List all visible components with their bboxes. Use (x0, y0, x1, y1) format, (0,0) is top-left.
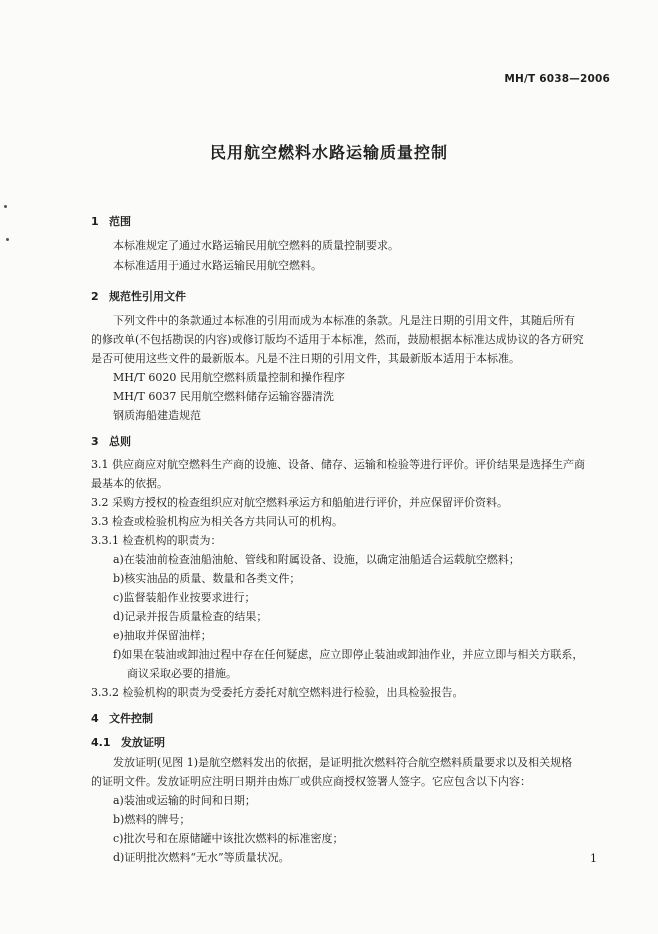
reference-item: 钢质海船建造规范 (113, 409, 201, 422)
paragraph-line: 下列文件中的条款通过本标准的引用而成为本标准的条款。凡是注日期的引用文件，其随后所有 (113, 314, 575, 327)
section-4-heading (91, 710, 153, 726)
list-item: b)核实油品的质量、数量和各类文件； (113, 572, 301, 585)
paragraph-line: 的修改单(不包括勘误的内容)或修订版均不适用于本标准，然而，鼓励根据本标准达成协议的各方研究 (91, 333, 584, 346)
subsection-title: 发放证明 (121, 736, 165, 749)
list-item: c)监督装船作业按要求进行； (113, 591, 256, 604)
standard-code: MH/T 6038—2006 (504, 73, 610, 85)
paragraph-line: 发放证明(见图 1)是航空燃料发出的依据，是证明批次燃料符合航空燃料质量要求以及相关规格 (113, 756, 573, 769)
section-2-heading (91, 288, 186, 304)
clause-3-3: 3.3 检查或检验机构应为相关各方共同认可的机构。 (91, 515, 343, 528)
clause-3-1: 3.1 供应商应对航空燃料生产商的设施、设备、储存、运输和检验等进行评价。评价结果是选择生产商 (91, 458, 585, 471)
section-number: 3 (91, 435, 99, 448)
list-item: a)在装油前检查油船油舱、管线和附属设备、设施，以确定油船适合运载航空燃料； (113, 553, 520, 566)
section-1-heading (91, 213, 131, 229)
section-number: 4 (91, 712, 99, 725)
scan-mark (4, 205, 7, 208)
list-item: d)证明批次燃料“无水”等质量状况。 (113, 851, 290, 864)
paragraph-line: 本标准规定了通过水路运输民用航空燃料的质量控制要求。 (113, 239, 399, 252)
document-title: 民用航空燃料水路运输质量控制 (209, 143, 448, 162)
list-item: d)记录并报告质量检查的结果； (113, 610, 268, 623)
section-3-heading (91, 433, 131, 449)
clause-3-2: 3.2 采购方授权的检查组织应对航空燃料承运方和船舶进行评价，并应保留评价资料。 (91, 496, 508, 509)
paragraph-line: 本标准适用于通过水路运输民用航空燃料。 (113, 259, 322, 272)
section-number: 2 (91, 290, 99, 303)
list-item: c)批次号和在原储罐中该批次燃料的标准密度； (113, 832, 344, 845)
page-number: 1 (590, 852, 597, 865)
paragraph-line: 最基本的依据。 (91, 477, 168, 490)
reference-item: MH/T 6020 民用航空燃料质量控制和操作程序 (113, 371, 345, 384)
clause-3-3-2: 3.3.2 检验机构的职责为受委托方委托对航空燃料进行检验，出具检验报告。 (91, 686, 464, 699)
reference-item: MH/T 6037 民用航空燃料储存运输容器清洗 (113, 390, 334, 403)
scan-mark (6, 238, 9, 241)
clause-3-3-1: 3.3.1 检查机构的职责为： (91, 534, 222, 547)
paragraph-line: 的证明文件。发放证明应注明日期并由炼厂或供应商授权签署人签字。它应包含以下内容： (91, 775, 531, 788)
list-item: e)抽取并保留油样； (113, 629, 212, 642)
section-title: 文件控制 (109, 712, 153, 725)
paragraph-line: 是否可使用这些文件的最新版本。凡是不注日期的引用文件，其最新版本适用于本标准。 (91, 352, 520, 365)
subsection-4-1-heading (91, 734, 165, 750)
list-item: f)如果在装油或卸油过程中存在任何疑虑，应立即停止装油或卸油作业，并应立即与相关方联系， (113, 648, 584, 661)
list-item: a)装油或运输的时间和日期； (113, 794, 256, 807)
section-number: 1 (91, 215, 99, 228)
list-item-continuation: 商议采取必要的措施。 (127, 667, 237, 680)
section-title: 规范性引用文件 (109, 290, 186, 303)
subsection-number: 4.1 (91, 736, 111, 749)
section-title: 总则 (109, 435, 131, 448)
section-title: 范围 (109, 215, 131, 228)
list-item: b)燃料的牌号； (113, 813, 191, 826)
